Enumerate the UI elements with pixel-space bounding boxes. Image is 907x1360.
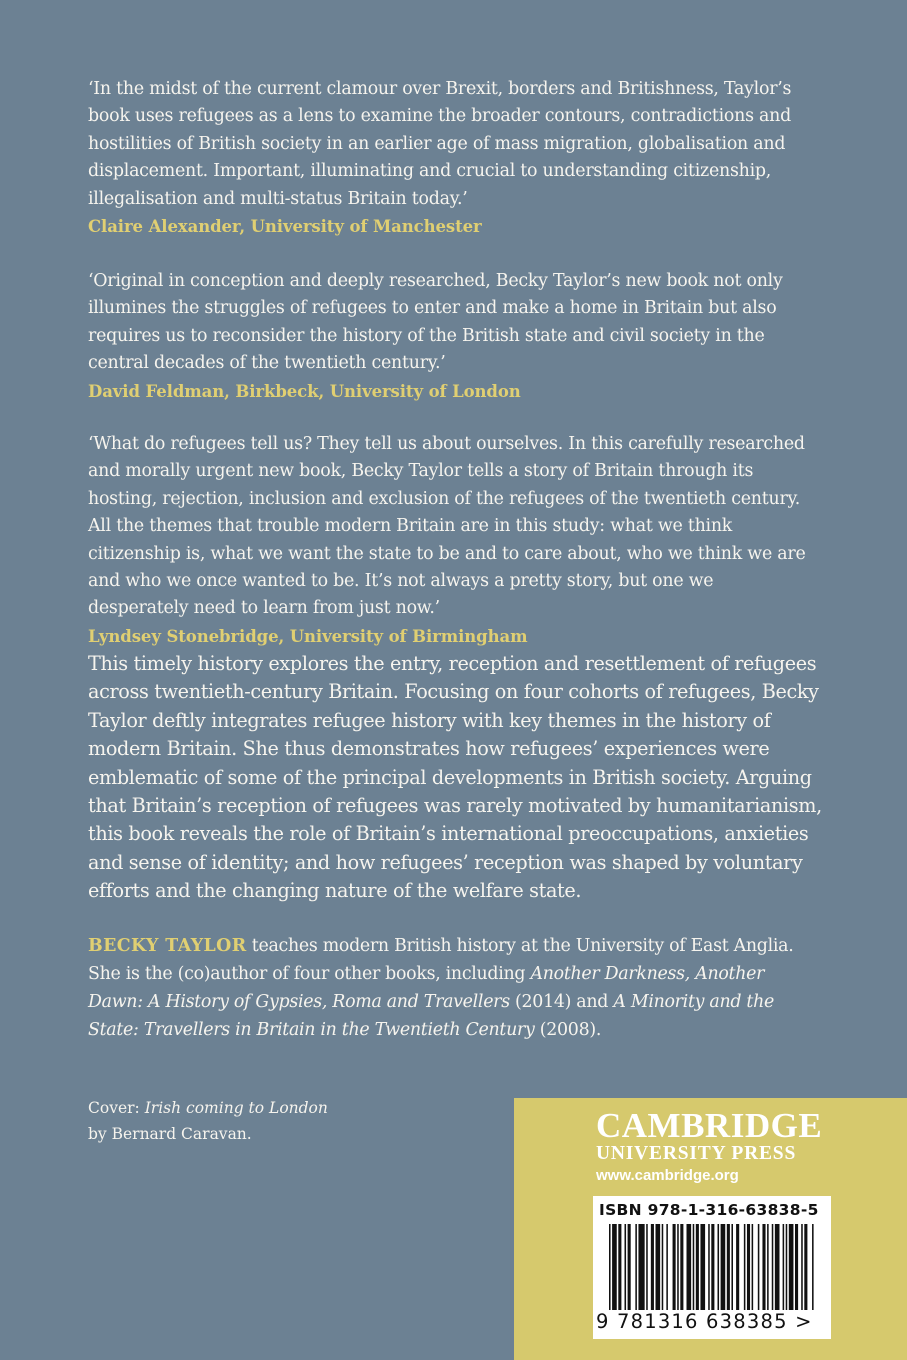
isbn-label: ISBN 978-1-316-63838-5	[599, 1201, 819, 1219]
author-bio	[88, 932, 823, 1044]
endorsement-3	[88, 431, 818, 650]
endorsement-quote: ‘Original in conception and deeply researched, Becky Taylor’s new book not only illumines the struggles of refugees to enter and make a home in Britain but also requires us to reconsider the history of the British state and civil society in the central decades of the twentieth century.’	[88, 271, 783, 374]
endorsement-1	[88, 76, 818, 240]
author-name: BECKY TAYLOR	[88, 936, 247, 956]
author-bio-text	[88, 932, 823, 1044]
cover-credit-prefix: Cover:	[88, 1099, 145, 1117]
endorsement-2	[88, 268, 818, 405]
description-text: This timely history explores the entry, reception and resettlement of refugees across twentieth-century Britain. Focusing on four cohorts of refugees, Becky Taylor deftly integrates refugee history with key themes in the history of modern Britain. She thus demonstrates how refugees’ experiences were emblematic of some of the principal developments in British society. Arguing that Britain’s reception of refugees was rarely motivated by humanitarianism, this book reveals the role of Britain’s international preoccupations, anxieties and sense of identity; and how refugees’ reception was shaped by voluntary efforts and the changing nature of the welfare state.	[88, 652, 822, 903]
endorsement-attribution: Claire Alexander, University of Manchester	[88, 217, 482, 237]
publisher-url: www.cambridge.org	[596, 1167, 739, 1184]
endorsement-quote: ‘In the midst of the current clamour over Brexit, borders and Britishness, Taylor’s book uses refugees as a lens to examine the broader contours, contradictions and hostilities of British society in an earlier age of mass migration, globalisation and displacement. Important, illuminating and crucial to understanding citizenship, illegalisation and multi-status Britain today.’	[88, 79, 792, 209]
book-description	[88, 650, 828, 906]
barcode-digits: 9 781316 638385 >	[596, 1310, 813, 1333]
book-title-1: Another Darkness, Another Dawn: A History of Gypsies, Roma and Travellers	[88, 964, 765, 1012]
cover-artist: by Bernard Caravan.	[88, 1125, 252, 1143]
cover-credit	[88, 1095, 408, 1147]
barcode-icon	[609, 1224, 815, 1310]
publisher-subname: UNIVERSITY PRESS	[596, 1143, 797, 1164]
bio-text-3: (2008).	[534, 1020, 602, 1040]
cover-credit-line	[88, 1095, 408, 1121]
publisher-panel	[514, 1098, 907, 1360]
publisher-logo: CAMBRIDGE	[596, 1106, 823, 1145]
bio-text-2: (2014) and	[509, 992, 614, 1012]
endorsement-attribution: Lyndsey Stonebridge, University of Birmingham	[88, 626, 528, 646]
bio-text-1: teaches modern British history at the University of East Anglia. She is the (co)author of four other books, including	[88, 936, 794, 984]
endorsement-attribution: David Feldman, Birkbeck, University of London	[88, 381, 521, 401]
book-title-2: A Minority and the State: Travellers in Britain in the Twentieth Century	[88, 992, 774, 1040]
endorsement-quote: ‘What do refugees tell us? They tell us about ourselves. In this carefully researched and morally urgent new book, Becky Taylor tells a story of Britain through its hosting, rejection, inclusion and exclusion of the refugees of the twentieth century. All the themes that trouble modern Britain are in this study: what we think citizenship is, what we want the state to be and to care about, who we think we are and who we once wanted to be. It’s not always a pretty story, but one we desperately need to learn from just now.’	[88, 434, 806, 619]
cover-art-title: Irish coming to London	[144, 1099, 328, 1117]
barcode-box	[593, 1196, 831, 1339]
